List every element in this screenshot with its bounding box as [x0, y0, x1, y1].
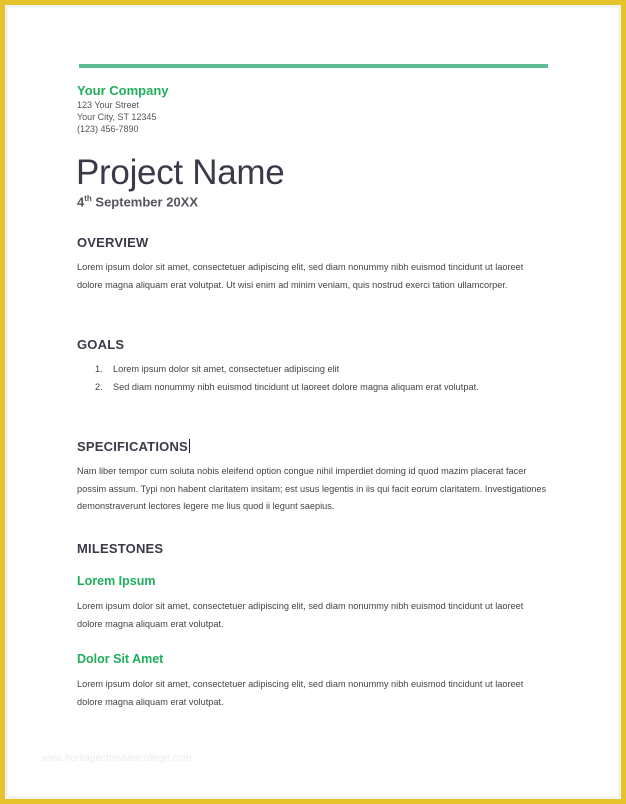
overview-text: Lorem ipsum dolor sit amet, consectetuer adipiscing elit, sed diam nonummy nibh euismod tincidunt ut laoreet dolore magna aliquam erat volutpat. Ut wisi enim ad minim veniam, quis nostrud exerci tation ullamcorper. — [77, 262, 524, 290]
company-street: 123 Your Street — [77, 100, 140, 110]
watermark-text: www.heritagechristiancollege.com — [41, 753, 192, 764]
date-rest: September 20XX — [91, 194, 199, 210]
specifications-heading-text: SPECIFICATIONS — [77, 439, 188, 454]
specifications-text: Nam liber tempor cum soluta nobis eleifend option congue nihil imperdiet doming id quod mazim placerat facer possim assum. Typi non habent claritatem insitam; est usus legentis in iis qui facit eorum claritatem. Investigationes demonstraverunt lectores legere me lius quod ii legunt saepius. — [77, 466, 547, 512]
goal-text: Sed diam nonummy nibh euismod tincidunt ut laoreet dolore magna aliquam erat volutpat. — [113, 381, 479, 392]
goals-heading: GOALS — [77, 337, 125, 352]
milestone-text: Lorem ipsum dolor sit amet, consectetuer adipiscing elit, sed diam nonummy nibh euismod tincidunt ut laoreet dolore magna aliquam erat volutpat. — [77, 601, 524, 629]
company-block — [77, 83, 169, 135]
overview-heading: OVERVIEW — [77, 235, 149, 250]
text-cursor — [189, 439, 190, 453]
document-date — [77, 194, 198, 209]
goal-item — [77, 379, 549, 397]
date-day: 4 — [77, 194, 85, 210]
document-title: Project Name — [76, 153, 285, 192]
goal-text: Lorem ipsum dolor sit amet, consectetuer adipiscing elit — [113, 364, 340, 374]
goal-item — [77, 361, 549, 379]
goal-number: 2. — [95, 381, 103, 392]
milestones-heading: MILESTONES — [77, 541, 164, 556]
company-city: Your City, ST 12345 — [77, 112, 157, 122]
company-phone: (123) 456-7890 — [77, 124, 139, 134]
milestone-title: Lorem Ipsum — [77, 574, 156, 588]
date-suffix: th — [84, 194, 92, 203]
milestone-text: Lorem ipsum dolor sit amet, consectetuer adipiscing elit, sed diam nonummy nibh euismod tincidunt ut laoreet dolore magna aliquam erat volutpat. — [77, 679, 524, 707]
milestone-title: Dolor Sit Amet — [77, 652, 164, 666]
goal-number: 1. — [95, 364, 103, 374]
document-page[interactable] — [8, 8, 618, 796]
specifications-heading[interactable] — [77, 439, 190, 454]
company-name: Your Company — [77, 83, 169, 98]
header-rule — [79, 64, 548, 68]
goals-list — [77, 361, 549, 396]
